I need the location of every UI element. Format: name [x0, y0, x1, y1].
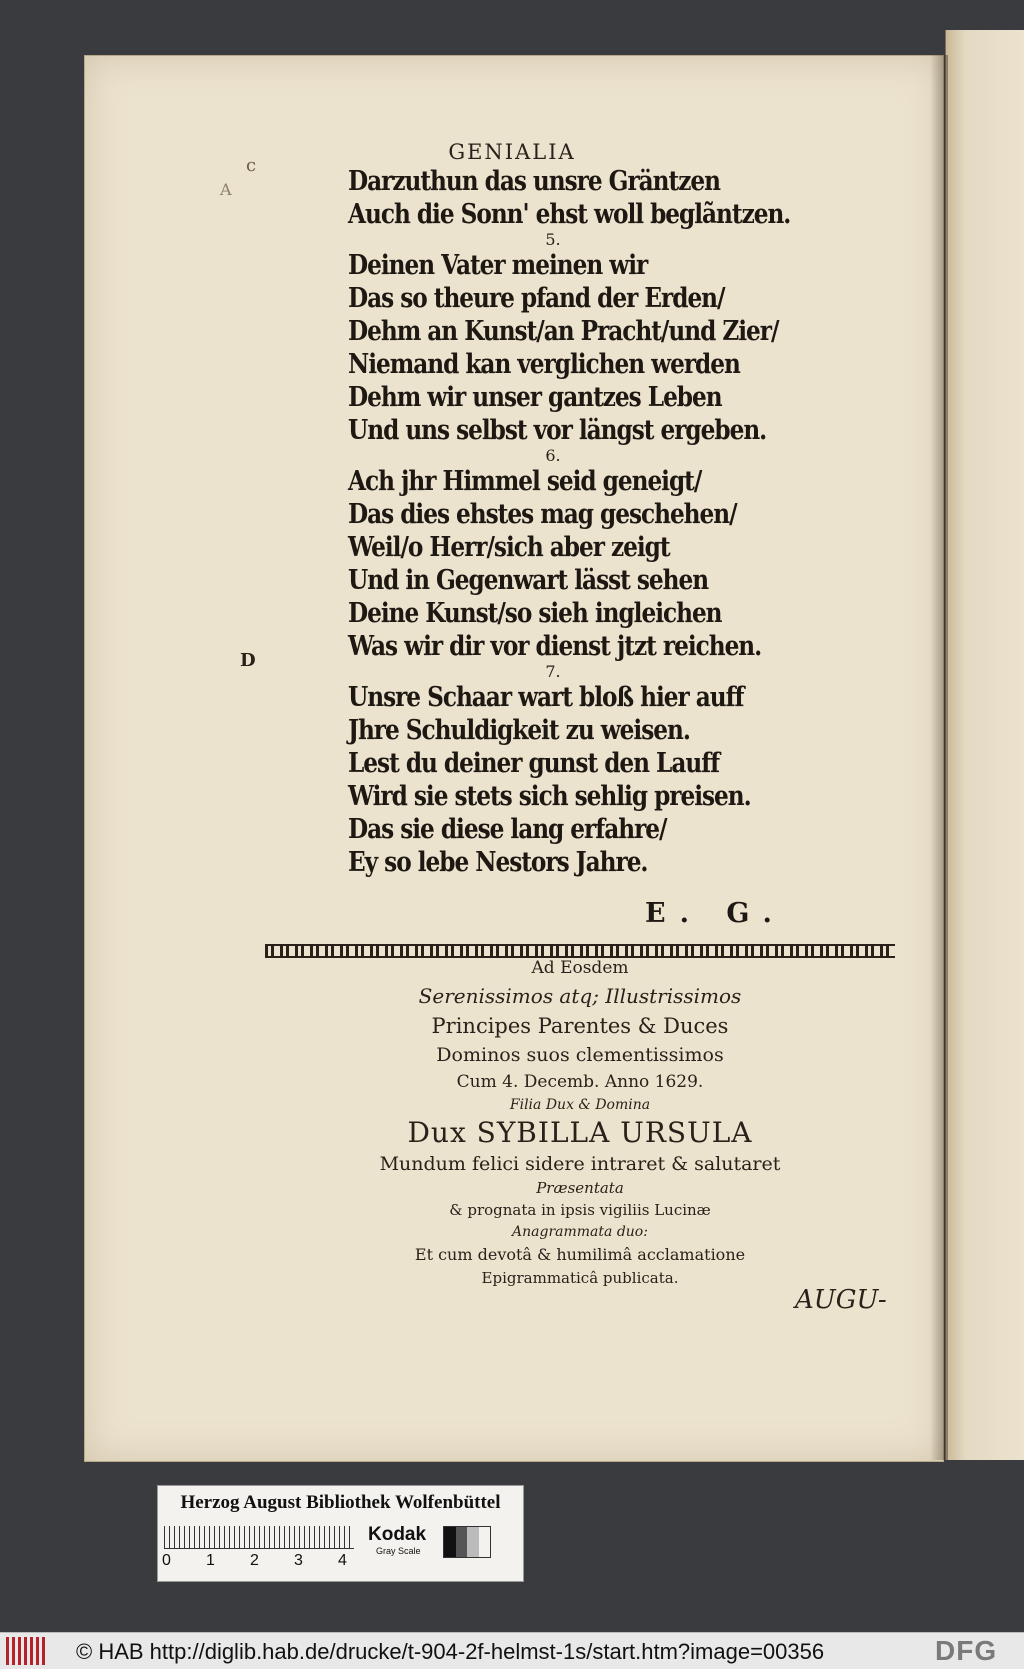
gutter-shadow: [930, 55, 948, 1460]
ruler-number: 4: [338, 1552, 347, 1569]
dfg-logo: DFG: [935, 1635, 998, 1666]
gray-swatch: [444, 1527, 456, 1557]
verse-line: Das dies ehstes mag geschehen/: [348, 499, 737, 530]
dedication-line: & prognata in ipsis vigiliis Lucinæ: [449, 1201, 711, 1219]
verse-line: Weil/o Herr/sich aber zeigt: [348, 532, 670, 563]
dedication-block: [340, 955, 820, 1289]
dedication-line: Principes Parentes & Duces: [431, 1014, 729, 1038]
dedication-line: Mundum felici sidere intraret & salutaret: [379, 1153, 781, 1175]
verse-line: Dehm an Kunst/an Pracht/und Zier/: [348, 316, 779, 347]
verse-line: Und in Gegenwart lässt sehen: [348, 565, 709, 596]
stanza-number: 5.: [545, 230, 561, 249]
verse-line: Jhre Schuldigkeit zu weisen.: [348, 715, 690, 746]
margin-mark: D: [240, 650, 256, 671]
gray-swatch: [479, 1527, 491, 1557]
verse-line: Das sie diese lang erfahre/: [348, 814, 667, 845]
verse-line: Niemand kan verglichen werden: [348, 349, 740, 380]
gray-swatches: [443, 1526, 491, 1558]
dedication-line: Dominos suos clementissimos: [436, 1044, 724, 1066]
ruler-number: 2: [250, 1552, 259, 1569]
dedication-line: Filia Dux & Domina: [509, 1097, 651, 1113]
stanza-number: 6.: [545, 446, 561, 465]
dedication-line: Dux SYBILLA URSULA: [407, 1116, 753, 1149]
verse-line: Deine Kunst/so sieh ingleichen: [348, 598, 722, 629]
catchword: AUGU-: [795, 1285, 887, 1315]
stanza-number: 7.: [545, 662, 561, 681]
margin-mark: A: [220, 180, 232, 199]
gray-swatch: [467, 1527, 479, 1557]
ruler-number: 3: [294, 1552, 303, 1569]
dedication-line: Serenissimos atq; Illustrissimos: [418, 984, 742, 1008]
verse-line: Ey so lebe Nestors Jahre.: [348, 847, 648, 878]
margin-mark: c: [246, 155, 257, 176]
verse-line: Ach jhr Himmel seid geneigt/: [348, 466, 702, 497]
verse-line: Was wir dir vor dienst jtzt reichen.: [348, 631, 762, 662]
ruler-number: 0: [162, 1552, 171, 1569]
card-title: Herzog August Bibliothek Wolfenbüttel: [180, 1492, 501, 1513]
poem: [348, 165, 868, 879]
verse-line: Unsre Schaar wart bloß hier auff: [348, 682, 744, 713]
verse-line: Auch die Sonn' ehst woll beglãntzen.: [348, 199, 791, 230]
kodak-subtitle: Gray Scale: [376, 1546, 421, 1556]
dedication-line: Epigrammaticâ publicata.: [481, 1269, 679, 1287]
dedication-line: Anagrammata duo:: [512, 1224, 648, 1240]
dedication-line: Ad Eosdem: [531, 958, 629, 978]
color-card: [157, 1485, 524, 1582]
ruler-number: 1: [206, 1552, 215, 1569]
verse-line: Deinen Vater meinen wir: [348, 250, 648, 281]
hab-logo-icon: [6, 1637, 46, 1665]
running-head: GENIALIA: [448, 140, 576, 164]
verse-line: Darzuthun das unsre Gräntzen: [348, 166, 720, 197]
footer-bar: [0, 1632, 1024, 1669]
ruler-scale: [164, 1526, 354, 1549]
signature-initials: E. G.: [645, 898, 786, 929]
facing-page-edge: [945, 30, 1024, 1460]
footer-url[interactable]: © HAB http://diglib.hab.de/drucke/t-904-2f-helmst-1s/start.htm?image=00356: [76, 1639, 825, 1664]
dedication-line: Et cum devotâ & humilimâ acclamatione: [414, 1245, 746, 1264]
verse-line: Dehm wir unser gantzes Leben: [348, 382, 722, 413]
dedication-line: Cum 4. Decemb. Anno 1629.: [456, 1072, 704, 1092]
gray-swatch: [456, 1527, 468, 1557]
verse-line: Das so theure pfand der Erden/: [348, 283, 725, 314]
verse-line: Und uns selbst vor längst ergeben.: [348, 415, 767, 446]
kodak-brand: Kodak: [368, 1524, 427, 1545]
verse-line: Lest du deiner gunst den Lauff: [348, 748, 720, 779]
dedication-line: Præsentata: [536, 1179, 624, 1197]
verse-line: Wird sie stets sich sehlig preisen.: [348, 781, 751, 812]
